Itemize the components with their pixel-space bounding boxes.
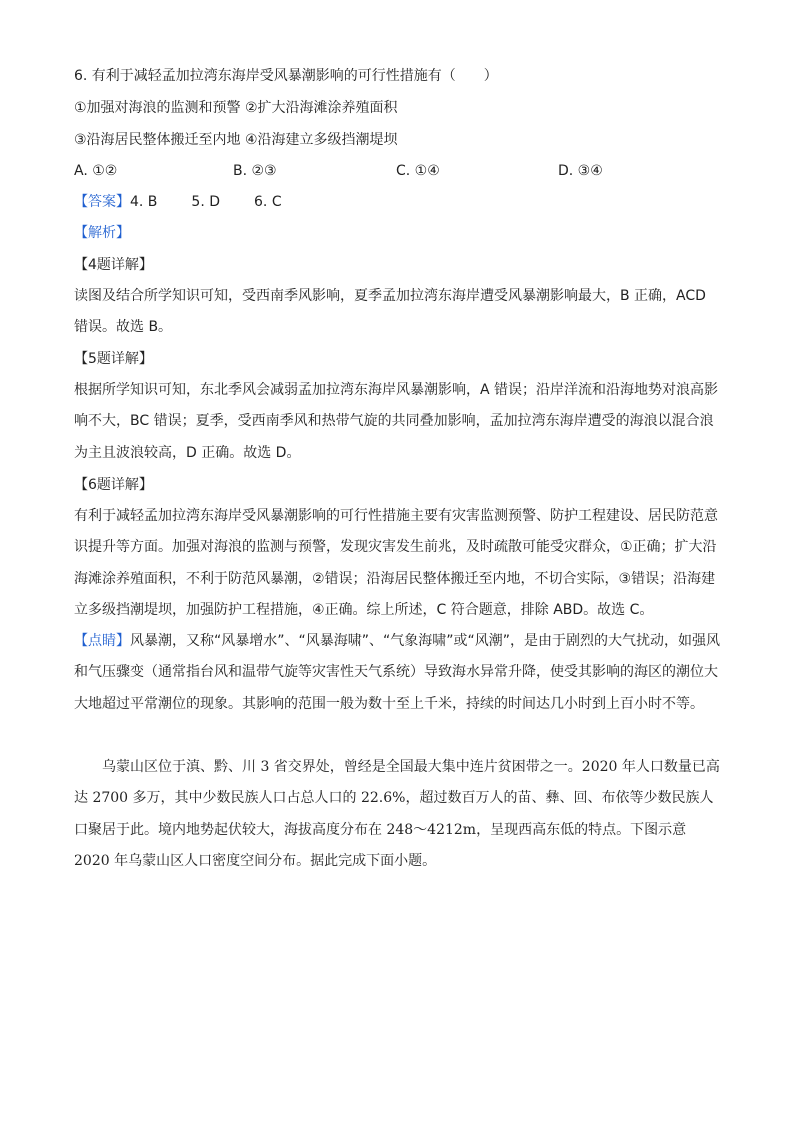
q5-explanation: 根据所学知识可知，东北季风会减弱孟加拉湾东海岸风暴潮影响，A 错误；沿岸洋流和沿海地势对浪高影响不大，BC 错误；夏季，受西南季风和热带气旋的共同叠加影响，孟加拉湾东海岸遭受的海浪以混合浪为主且波浪较高，D 正确。故选 D。 bbox=[74, 382, 719, 461]
answer-5: 5. D bbox=[191, 194, 221, 210]
q4-heading: 【4题详解】 bbox=[74, 257, 153, 273]
option-a: A. ①② bbox=[74, 163, 118, 179]
intro-paragraph: 乌蒙山区位于滇、黔、川 3 省交界处，曾经是全国最大集中连片贫困带之一。2020 年人口数量已高达 2700 多万，其中少数民族人口占总人口的 22.6%，超过数百万人的苗、彝、回、布依等少数民族人口聚居于此。境内地势起伏较大，海拔高度分布在 248～4212m，呈现西高东低的特点。下图示意 2020 年乌蒙山区人口密度空间分布。据此完成下面小题。 bbox=[74, 759, 720, 869]
option-c: C. ①④ bbox=[396, 163, 440, 179]
question-6-choices-line-2: ③沿海居民整体搬迁至内地 ④沿海建立多级挡潮堤坝 bbox=[74, 132, 398, 148]
answer-4: 4. B bbox=[130, 194, 158, 210]
answer-line bbox=[74, 192, 282, 212]
analysis-label: 【解析】 bbox=[74, 225, 130, 241]
tip-paragraph bbox=[74, 626, 724, 720]
q6-heading: 【6题详解】 bbox=[74, 477, 153, 493]
option-b: B. ②③ bbox=[233, 163, 277, 179]
q6-explanation: 有利于减轻孟加拉湾东海岸受风暴潮影响的可行性措施主要有灾害监测预警、防护工程建设、居民防范意识提升等方面。加强对海浪的监测与预警，发现灾害发生前兆，及时疏散可能受灾群众，①正确；扩大沿海滩涂养殖面积，不利于防范风暴潮，②错误；沿海居民整体搬迁至内地，不切合实际，③错误；沿海建立多级挡潮堤坝，加强防护工程措施，④正确。综上所述，C 符合题意，排除 ABD。故选 C。 bbox=[74, 508, 718, 618]
question-6-choices-line-1: ①加强对海浪的监测和预警 ②扩大沿海滩涂养殖面积 bbox=[74, 100, 398, 116]
answer-label: 【答案】 bbox=[74, 194, 130, 210]
tip-label: 【点睛】 bbox=[74, 633, 130, 649]
answer-6: 6. C bbox=[254, 194, 282, 210]
tip-text: 风暴潮，又称“风暴增水”、“风暴海啸”、“气象海啸”或“风潮”，是由于剧烈的大气扰动，如强风和气压骤变（通常指台风和温带气旋等灾害性天气系统）导致海水异常升降，使受其影响的海区的潮位大大地超过平常潮位的现象。其影响的范围一般为数十至上千米，持续的时间达几小时到上百小时不等。 bbox=[74, 633, 721, 712]
q5-heading: 【5题详解】 bbox=[74, 351, 153, 367]
q4-explanation: 读图及结合所学知识可知，受西南季风影响，夏季孟加拉湾东海岸遭受风暴潮影响最大，B 正确，ACD 错误。故选 B。 bbox=[74, 288, 706, 336]
question-6-stem: 6. 有利于减轻孟加拉湾东海岸受风暴潮影响的可行性措施有（ ） bbox=[74, 68, 498, 84]
option-d: D. ③④ bbox=[558, 163, 603, 179]
